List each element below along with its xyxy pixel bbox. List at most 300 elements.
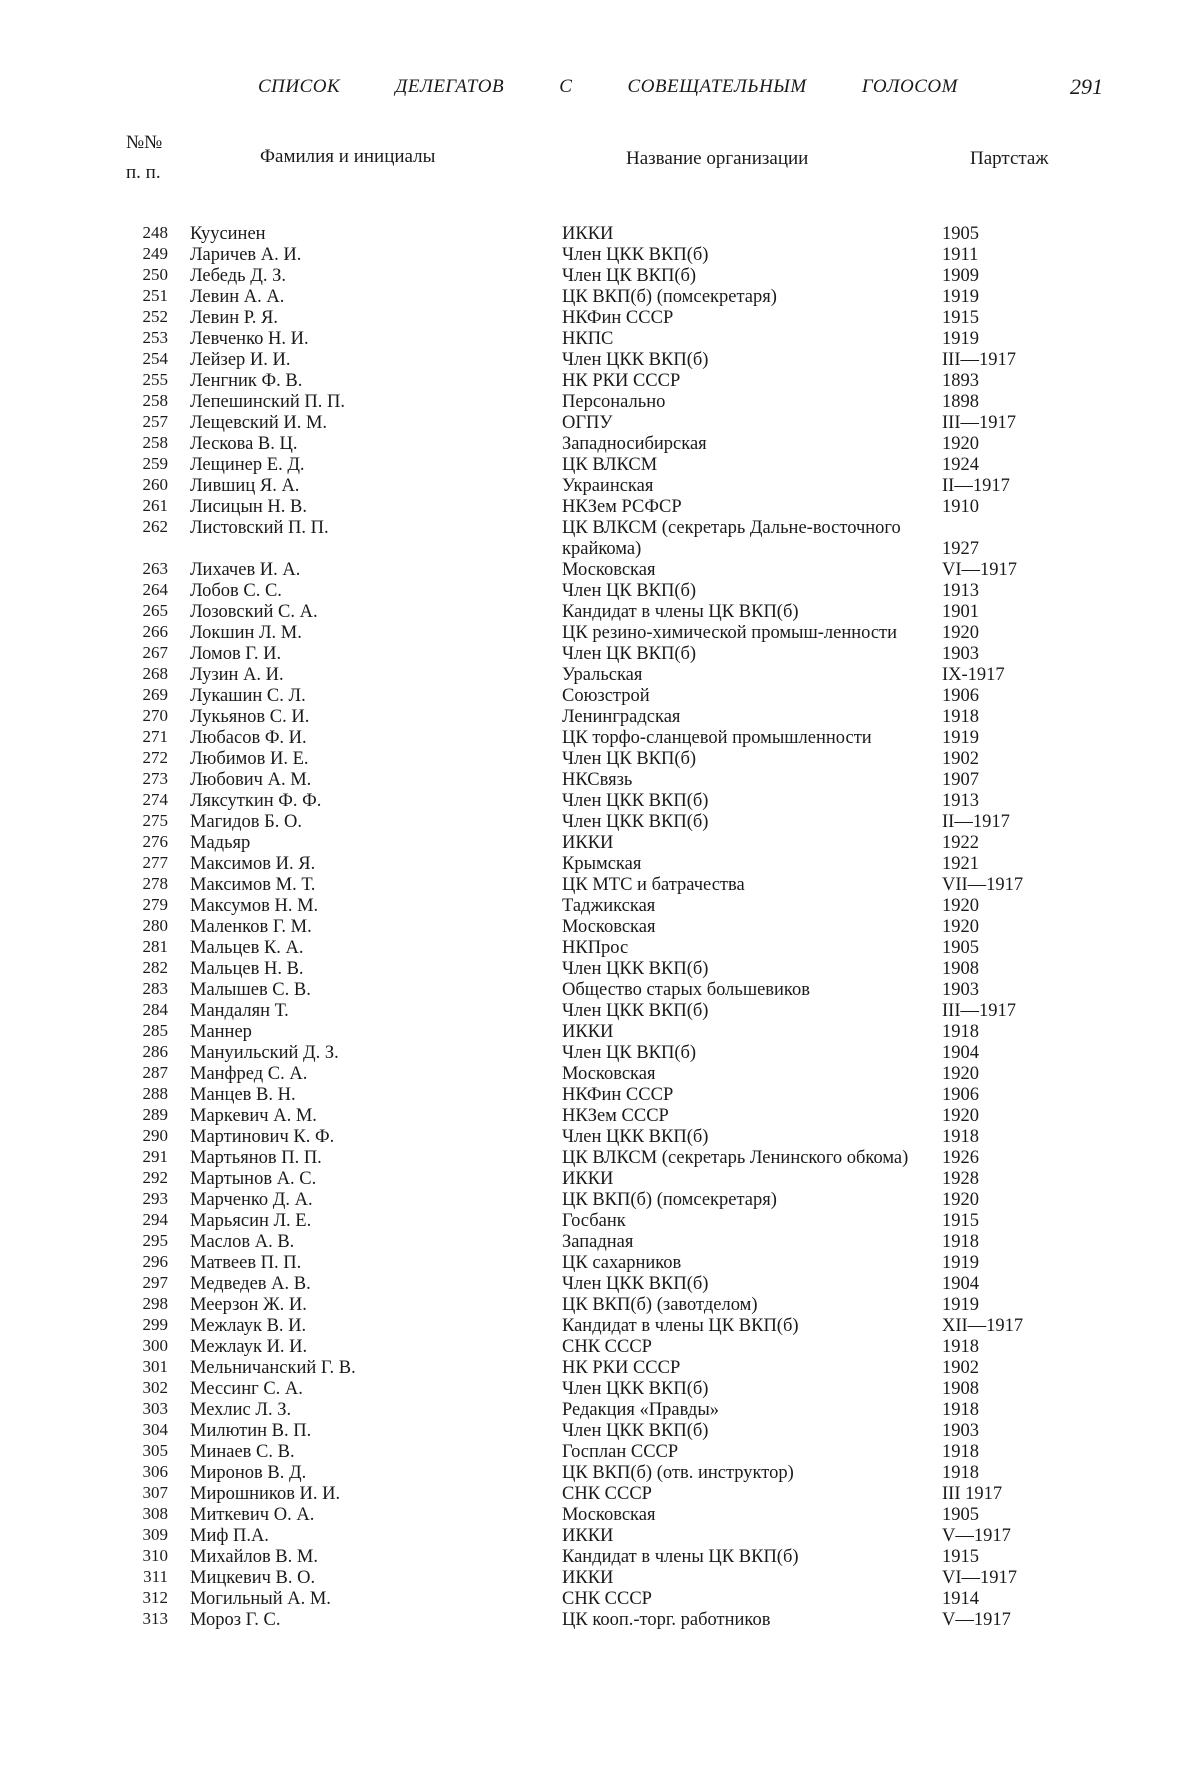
column-header-number-sub: п. п. [126, 162, 161, 183]
table-row [0, 1022, 1200, 1043]
row-number: 249 [142, 244, 168, 263]
party-since: 1918 [942, 707, 979, 727]
delegate-name: Мадьяр [190, 833, 251, 853]
delegate-name: Лозовский С. А. [190, 602, 318, 622]
party-since: 1914 [942, 1589, 979, 1609]
organization-name: ЦК ВКП(б) (помсекретаря) [562, 1190, 777, 1210]
row-number: 313 [142, 1609, 168, 1628]
party-since: 1924 [942, 455, 979, 475]
row-number: 307 [142, 1483, 168, 1502]
row-number: 254 [142, 349, 168, 368]
party-since: 1915 [942, 308, 979, 328]
row-number: 266 [142, 622, 168, 641]
delegate-name: Мирошников И. И. [190, 1484, 341, 1504]
delegate-name: Михайлов В. М. [190, 1547, 318, 1567]
row-number: 271 [142, 727, 168, 746]
delegate-name: Куусинен [190, 224, 266, 244]
delegate-list [0, 224, 1200, 1631]
table-row [0, 476, 1200, 497]
party-since: 1893 [942, 371, 979, 391]
table-row [0, 1505, 1200, 1526]
organization-name: Уральская [562, 665, 643, 685]
party-since: 1913 [942, 791, 979, 811]
row-number: 275 [142, 811, 168, 830]
party-since: IX-1917 [942, 665, 1005, 685]
row-number: 279 [142, 895, 168, 914]
party-since: 1915 [942, 1547, 979, 1567]
party-since: 1909 [942, 266, 979, 286]
organization-name: ИККИ [562, 224, 614, 244]
table-row [0, 434, 1200, 455]
organization-name: НКПрос [562, 938, 629, 958]
table-row [0, 224, 1200, 245]
organization-name: ЦК кооп.-торг. работников [562, 1610, 771, 1630]
party-since: 1901 [942, 602, 979, 622]
delegate-name: Маленков Г. М. [190, 917, 312, 937]
row-number: 252 [142, 307, 168, 326]
table-row [0, 686, 1200, 707]
table-row [0, 1400, 1200, 1421]
table-row [0, 833, 1200, 854]
organization-name: Член ЦКК ВКП(б) [562, 245, 709, 265]
delegate-name: Марьясин Л. Е. [190, 1211, 312, 1231]
row-number: 274 [142, 790, 168, 809]
row-number: 258 [142, 433, 168, 452]
delegate-name: Маркевич А. М. [190, 1106, 317, 1126]
table-row [0, 896, 1200, 917]
organization-name: Редакция «Правды» [562, 1400, 719, 1420]
organization-name: НКФин СССР [562, 1085, 674, 1105]
delegate-name: Максимов И. Я. [190, 854, 316, 874]
party-since: 1918 [942, 1022, 979, 1042]
delegate-name: Милютин В. П. [190, 1421, 312, 1441]
delegate-name: Маслов А. В. [190, 1232, 295, 1252]
delegate-name: Листовский П. П. [190, 518, 329, 538]
row-number: 250 [142, 265, 168, 284]
party-since: 1919 [942, 329, 979, 349]
party-since: 1919 [942, 1253, 979, 1273]
delegate-name: Миронов В. Д. [190, 1463, 307, 1483]
table-row [0, 1442, 1200, 1463]
delegate-name: Магидов Б. О. [190, 812, 303, 832]
row-number: 290 [142, 1126, 168, 1145]
organization-name: Московская [562, 1064, 656, 1084]
party-since: III—1917 [942, 413, 1016, 433]
organization-name: ЦК резино-химической промыш-ленности [562, 623, 898, 643]
row-number: 253 [142, 328, 168, 347]
table-row [0, 1295, 1200, 1316]
organization-name: Член ЦК ВКП(б) [562, 581, 697, 601]
row-number: 308 [142, 1504, 168, 1523]
organization-name: Член ЦК ВКП(б) [562, 1043, 697, 1063]
running-title-word: ГОЛОСОМ [861, 76, 958, 97]
delegate-name: Мануильский Д. З. [190, 1043, 339, 1063]
delegate-name: Лещевский И. М. [190, 413, 328, 433]
party-since: 1921 [942, 854, 979, 874]
table-row [0, 791, 1200, 812]
party-since: 1920 [942, 917, 979, 937]
organization-name: Украинская [562, 476, 654, 496]
party-since: 1903 [942, 980, 979, 1000]
party-since: 1902 [942, 1358, 979, 1378]
table-row [0, 1001, 1200, 1022]
organization-name: НК РКИ СССР [562, 371, 681, 391]
party-since: 1904 [942, 1274, 979, 1294]
row-number: 281 [142, 937, 168, 956]
row-number: 248 [142, 223, 168, 242]
organization-name: ЦК ВКП(б) (помсекретаря) [562, 287, 777, 307]
row-number: 291 [142, 1147, 168, 1166]
row-number: 282 [142, 958, 168, 977]
party-since: 1915 [942, 1211, 979, 1231]
delegate-name: Лузин А. И. [190, 665, 284, 685]
delegate-name: Миф П.А. [190, 1526, 269, 1546]
organization-name: Госплан СССР [562, 1442, 679, 1462]
party-since: 1918 [942, 1337, 979, 1357]
table-row [0, 1190, 1200, 1211]
row-number: 294 [142, 1210, 168, 1229]
table-row [0, 1379, 1200, 1400]
table-row [0, 455, 1200, 476]
row-number: 272 [142, 748, 168, 767]
delegate-name: Марченко Д. А. [190, 1190, 313, 1210]
delegate-name: Мальцев Н. В. [190, 959, 304, 979]
row-number: 260 [142, 475, 168, 494]
table-row [0, 1463, 1200, 1484]
delegate-name: Любимов И. Е. [190, 749, 309, 769]
row-number: 289 [142, 1105, 168, 1124]
running-title-word: СПИСОК [258, 76, 341, 97]
organization-name: Член ЦК ВКП(б) [562, 644, 697, 664]
organization-name: СНК СССР [562, 1589, 652, 1609]
party-since: III—1917 [942, 350, 1016, 370]
organization-name: Общество старых большевиков [562, 980, 810, 1000]
party-since: 1913 [942, 581, 979, 601]
delegate-name: Мехлис Л. З. [190, 1400, 292, 1420]
delegate-name: Мельничанский Г. В. [190, 1358, 356, 1378]
delegate-name: Манфред С. А. [190, 1064, 308, 1084]
row-number: 284 [142, 1000, 168, 1019]
organization-name: Кандидат в члены ЦК ВКП(б) [562, 1316, 799, 1336]
organization-name: Кандидат в члены ЦК ВКП(б) [562, 602, 799, 622]
party-since: 1907 [942, 770, 979, 790]
organization-name: ОГПУ [562, 413, 613, 433]
row-number: 273 [142, 769, 168, 788]
delegate-name: Малышев С. В. [190, 980, 311, 1000]
row-number: 258 [142, 391, 168, 410]
running-title-word: СОВЕЩАТЕЛЬНЫМ [627, 76, 807, 97]
party-since: 1918 [942, 1232, 979, 1252]
organization-name: ЦК сахарников [562, 1253, 682, 1273]
organization-name: НКСвязь [562, 770, 633, 790]
table-header [0, 132, 1200, 192]
delegate-name: Мандалян Т. [190, 1001, 289, 1021]
table-row [0, 1127, 1200, 1148]
organization-name: ЦК ВКП(б) (отв. инструктор) [562, 1463, 794, 1483]
table-row [0, 1232, 1200, 1253]
organization-name: Союзстрой [562, 686, 650, 706]
party-since: 1908 [942, 1379, 979, 1399]
table-row [0, 1589, 1200, 1610]
organization-name: Член ЦКК ВКП(б) [562, 1421, 709, 1441]
row-number: 304 [142, 1420, 168, 1439]
row-number: 301 [142, 1357, 168, 1376]
party-since: 1906 [942, 686, 979, 706]
table-row [0, 1064, 1200, 1085]
delegate-name: Миткевич О. А. [190, 1505, 315, 1525]
table-row [0, 1316, 1200, 1337]
organization-name: Кандидат в члены ЦК ВКП(б) [562, 1547, 799, 1567]
organization-name: НК РКИ СССР [562, 1358, 681, 1378]
delegate-name: Мороз Г. С. [190, 1610, 281, 1630]
party-since: III—1917 [942, 1001, 1016, 1021]
row-number: 300 [142, 1336, 168, 1355]
party-since: 1918 [942, 1463, 979, 1483]
organization-name: Член ЦКК ВКП(б) [562, 1001, 709, 1021]
row-number: 255 [142, 370, 168, 389]
organization-name: Член ЦКК ВКП(б) [562, 1379, 709, 1399]
delegate-name: Мартьянов П. П. [190, 1148, 322, 1168]
party-since: 1919 [942, 728, 979, 748]
row-number: 268 [142, 664, 168, 683]
table-row [0, 1148, 1200, 1169]
delegate-name: Максимов М. Т. [190, 875, 316, 895]
party-since: V—1917 [942, 1526, 1011, 1546]
party-since: XII—1917 [942, 1316, 1024, 1336]
party-since: 1908 [942, 959, 979, 979]
row-number: 305 [142, 1441, 168, 1460]
row-number: 269 [142, 685, 168, 704]
row-number: 309 [142, 1525, 168, 1544]
row-number: 280 [142, 916, 168, 935]
organization-name: ИККИ [562, 1022, 614, 1042]
page-number: 291 [1070, 74, 1103, 99]
delegate-name: Максумов Н. М. [190, 896, 319, 916]
party-since: II—1917 [942, 812, 1010, 832]
delegate-name: Ломов Г. И. [190, 644, 282, 664]
table-row [0, 1421, 1200, 1442]
delegate-name: Медведев А. В. [190, 1274, 311, 1294]
row-number: 298 [142, 1294, 168, 1313]
organization-name: Член ЦКК ВКП(б) [562, 1127, 709, 1147]
delegate-name: Ляксуткин Ф. Ф. [190, 791, 322, 811]
row-number: 292 [142, 1168, 168, 1187]
party-since: 1920 [942, 434, 979, 454]
delegate-name: Лукьянов С. И. [190, 707, 310, 727]
table-row [0, 749, 1200, 770]
party-since: 1928 [942, 1169, 979, 1189]
table-row [0, 1211, 1200, 1232]
delegate-name: Минаев С. В. [190, 1442, 295, 1462]
row-number: 296 [142, 1252, 168, 1271]
row-number: 310 [142, 1546, 168, 1565]
organization-name: ЦК ВКП(б) (завотделом) [562, 1295, 758, 1315]
organization-name: Западная [562, 1232, 634, 1252]
delegate-name: Левченко Н. И. [190, 329, 309, 349]
table-row [0, 1547, 1200, 1568]
delegate-name: Могильный А. М. [190, 1589, 331, 1609]
table-row [0, 581, 1200, 602]
table-row [0, 350, 1200, 371]
party-since: 1922 [942, 833, 979, 853]
party-since: 1920 [942, 1106, 979, 1126]
column-header-party-since: Партстаж [970, 148, 1049, 169]
organization-name: НКЗем РСФСР [562, 497, 682, 517]
organization-name: Член ЦКК ВКП(б) [562, 812, 709, 832]
running-title [258, 76, 958, 98]
table-row [0, 287, 1200, 308]
table-row [0, 329, 1200, 350]
row-number: 285 [142, 1021, 168, 1040]
row-number: 267 [142, 643, 168, 662]
delegate-name: Лукашин С. Л. [190, 686, 306, 706]
organization-name: Член ЦК ВКП(б) [562, 266, 697, 286]
party-since: 1910 [942, 497, 979, 517]
organization-name: СНК СССР [562, 1337, 652, 1357]
row-number: 295 [142, 1231, 168, 1250]
row-number: 270 [142, 706, 168, 725]
delegate-name: Матвеев П. П. [190, 1253, 302, 1273]
party-since: 1920 [942, 1064, 979, 1084]
delegate-name: Локшин Л. М. [190, 623, 302, 643]
running-title-word: С [559, 76, 573, 97]
row-number: 303 [142, 1399, 168, 1418]
table-row [0, 308, 1200, 329]
organization-name: ИККИ [562, 833, 614, 853]
party-since: 1911 [942, 245, 979, 265]
table-row [0, 875, 1200, 896]
organization-name: Персонально [562, 392, 666, 412]
row-number: 263 [142, 559, 168, 578]
table-row [0, 518, 1200, 560]
organization-name: ЦК ВЛКСМ [562, 455, 658, 475]
delegate-name: Ленгник Ф. В. [190, 371, 303, 391]
organization-name: Член ЦКК ВКП(б) [562, 350, 709, 370]
row-number: 286 [142, 1042, 168, 1061]
party-since: 1919 [942, 1295, 979, 1315]
organization-name: Член ЦК ВКП(б) [562, 749, 697, 769]
table-row [0, 665, 1200, 686]
party-since: VI—1917 [942, 1568, 1018, 1588]
delegate-name: Мальцев К. А. [190, 938, 304, 958]
row-number: 261 [142, 496, 168, 515]
party-since: 1926 [942, 1148, 979, 1168]
table-row [0, 728, 1200, 749]
table-row [0, 1337, 1200, 1358]
delegate-name: Лобов С. С. [190, 581, 282, 601]
row-number: 306 [142, 1462, 168, 1481]
delegate-name: Ларичев А. И. [190, 245, 302, 265]
organization-name: Таджикская [562, 896, 656, 916]
organization-name: НКЗем СССР [562, 1106, 669, 1126]
party-since: V—1917 [942, 1610, 1011, 1630]
table-row [0, 1253, 1200, 1274]
table-row [0, 560, 1200, 581]
table-row [0, 980, 1200, 1001]
party-since: 1903 [942, 644, 979, 664]
organization-name: ЦК ВЛКСМ (секретарь Дальне-восточного крайкома) [562, 518, 901, 559]
delegate-name: Меерзон Ж. И. [190, 1295, 307, 1315]
table-row [0, 644, 1200, 665]
delegate-name: Лещинер Е. Д. [190, 455, 305, 475]
column-header-name: Фамилия и инициалы [260, 146, 436, 167]
table-row [0, 602, 1200, 623]
row-number: 259 [142, 454, 168, 473]
table-row [0, 1358, 1200, 1379]
table-row [0, 917, 1200, 938]
party-since: VII—1917 [942, 875, 1024, 895]
table-row [0, 392, 1200, 413]
organization-name: СНК СССР [562, 1484, 652, 1504]
delegate-name: Манцев В. Н. [190, 1085, 296, 1105]
table-row [0, 1526, 1200, 1547]
table-row [0, 1484, 1200, 1505]
delegate-name: Мартинович К. Ф. [190, 1127, 335, 1147]
organization-name: ИККИ [562, 1169, 614, 1189]
party-since: 1906 [942, 1085, 979, 1105]
table-row [0, 1169, 1200, 1190]
table-row [0, 854, 1200, 875]
party-since: 1903 [942, 1421, 979, 1441]
table-row [0, 707, 1200, 728]
organization-name: Московская [562, 560, 656, 580]
organization-name: Московская [562, 1505, 656, 1525]
party-since: 1927 [942, 539, 979, 559]
party-since: 1898 [942, 392, 979, 412]
row-number: 251 [142, 286, 168, 305]
party-since: VI—1917 [942, 560, 1018, 580]
table-row [0, 770, 1200, 791]
party-since: 1918 [942, 1127, 979, 1147]
row-number: 288 [142, 1084, 168, 1103]
delegate-name: Лихачев И. А. [190, 560, 301, 580]
party-since: 1920 [942, 1190, 979, 1210]
organization-name: Ленинградская [562, 707, 681, 727]
table-row [0, 1610, 1200, 1631]
row-number: 262 [142, 517, 168, 536]
organization-name: ЦК торфо-сланцевой промышленности [562, 728, 872, 748]
delegate-name: Лебедь Д. З. [190, 266, 287, 286]
delegate-name: Лисицын Н. В. [190, 497, 307, 517]
table-row [0, 1568, 1200, 1589]
party-since: 1920 [942, 623, 979, 643]
party-since: 1918 [942, 1442, 979, 1462]
row-number: 277 [142, 853, 168, 872]
table-row [0, 812, 1200, 833]
organization-name: Госбанк [562, 1211, 626, 1231]
column-header-organization: Название организации [626, 148, 809, 169]
delegate-name: Лескова В. Ц. [190, 434, 298, 454]
delegate-name: Межлаук В. И. [190, 1316, 307, 1336]
table-row [0, 959, 1200, 980]
organization-name: ЦК МТС и батрачества [562, 875, 745, 895]
delegate-name: Мартынов А. С. [190, 1169, 317, 1189]
table-row [0, 497, 1200, 518]
organization-name: ИККИ [562, 1526, 614, 1546]
table-row [0, 266, 1200, 287]
party-since: 1919 [942, 287, 979, 307]
delegate-name: Лейзер И. И. [190, 350, 291, 370]
table-row [0, 371, 1200, 392]
party-since: II—1917 [942, 476, 1010, 496]
row-number: 283 [142, 979, 168, 998]
table-row [0, 413, 1200, 434]
running-title-word: ДЕЛЕГАТОВ [395, 76, 505, 97]
delegate-name: Левин А. А. [190, 287, 285, 307]
table-row [0, 245, 1200, 266]
delegate-name: Любасов Ф. И. [190, 728, 307, 748]
organization-name: Член ЦКК ВКП(б) [562, 791, 709, 811]
